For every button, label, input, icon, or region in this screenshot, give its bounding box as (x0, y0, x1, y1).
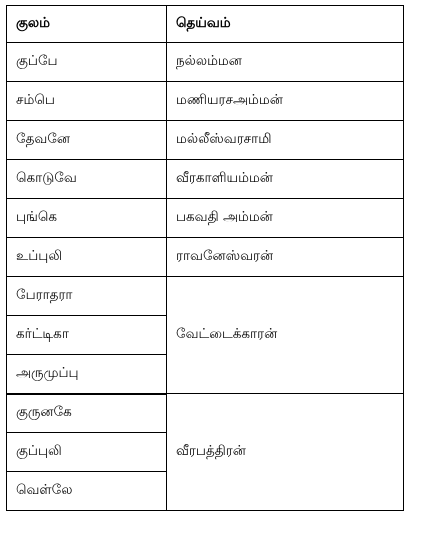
kulam-cell: கர்ட்டிகா (7, 316, 167, 355)
table-row (7, 43, 404, 82)
kulam-cell: குருனகே (7, 394, 167, 433)
table-row (7, 238, 404, 277)
kulam-cell: சம்பெ (7, 82, 167, 121)
table-row-group1 (7, 277, 404, 316)
kulam-deivam-table-wrapper (6, 5, 403, 511)
table-row (7, 121, 404, 160)
header-kulam: குலம் (7, 6, 167, 43)
kulam-cell: அருமுப்பு (7, 355, 167, 394)
deivam-cell: மணியரசஅம்மன் (167, 82, 404, 121)
header-deivam: தெய்வம் (167, 6, 404, 43)
kulam-cell: தேவனே (7, 121, 167, 160)
header-row (7, 6, 404, 43)
deivam-cell: மல்லீஸ்வரசாமி (167, 121, 404, 160)
deivam-cell: ராவனேஸ்வரன் (167, 238, 404, 277)
deivam-cell: வீரகாளியம்மன் (167, 160, 404, 199)
kulam-cell: குப்புலி (7, 433, 167, 472)
deivam-cell-merged: வீரபத்திரன் (167, 394, 404, 511)
deivam-cell: நல்லம்மன (167, 43, 404, 82)
kulam-cell: குப்பே (7, 43, 167, 82)
table-row (7, 82, 404, 121)
deivam-cell-merged: வேட்டைக்காரன் (167, 277, 404, 394)
kulam-cell: கொடுவே (7, 160, 167, 199)
kulam-cell: உப்புலி (7, 238, 167, 277)
table-row-group2 (7, 394, 404, 433)
kulam-cell: வெள்லே (7, 472, 167, 511)
kulam-deivam-table (6, 5, 404, 511)
kulam-cell: புங்கெ (7, 199, 167, 238)
deivam-cell: பகவதி அம்மன் (167, 199, 404, 238)
table-row (7, 199, 404, 238)
kulam-cell: பேராதரா (7, 277, 167, 316)
table-row (7, 160, 404, 199)
